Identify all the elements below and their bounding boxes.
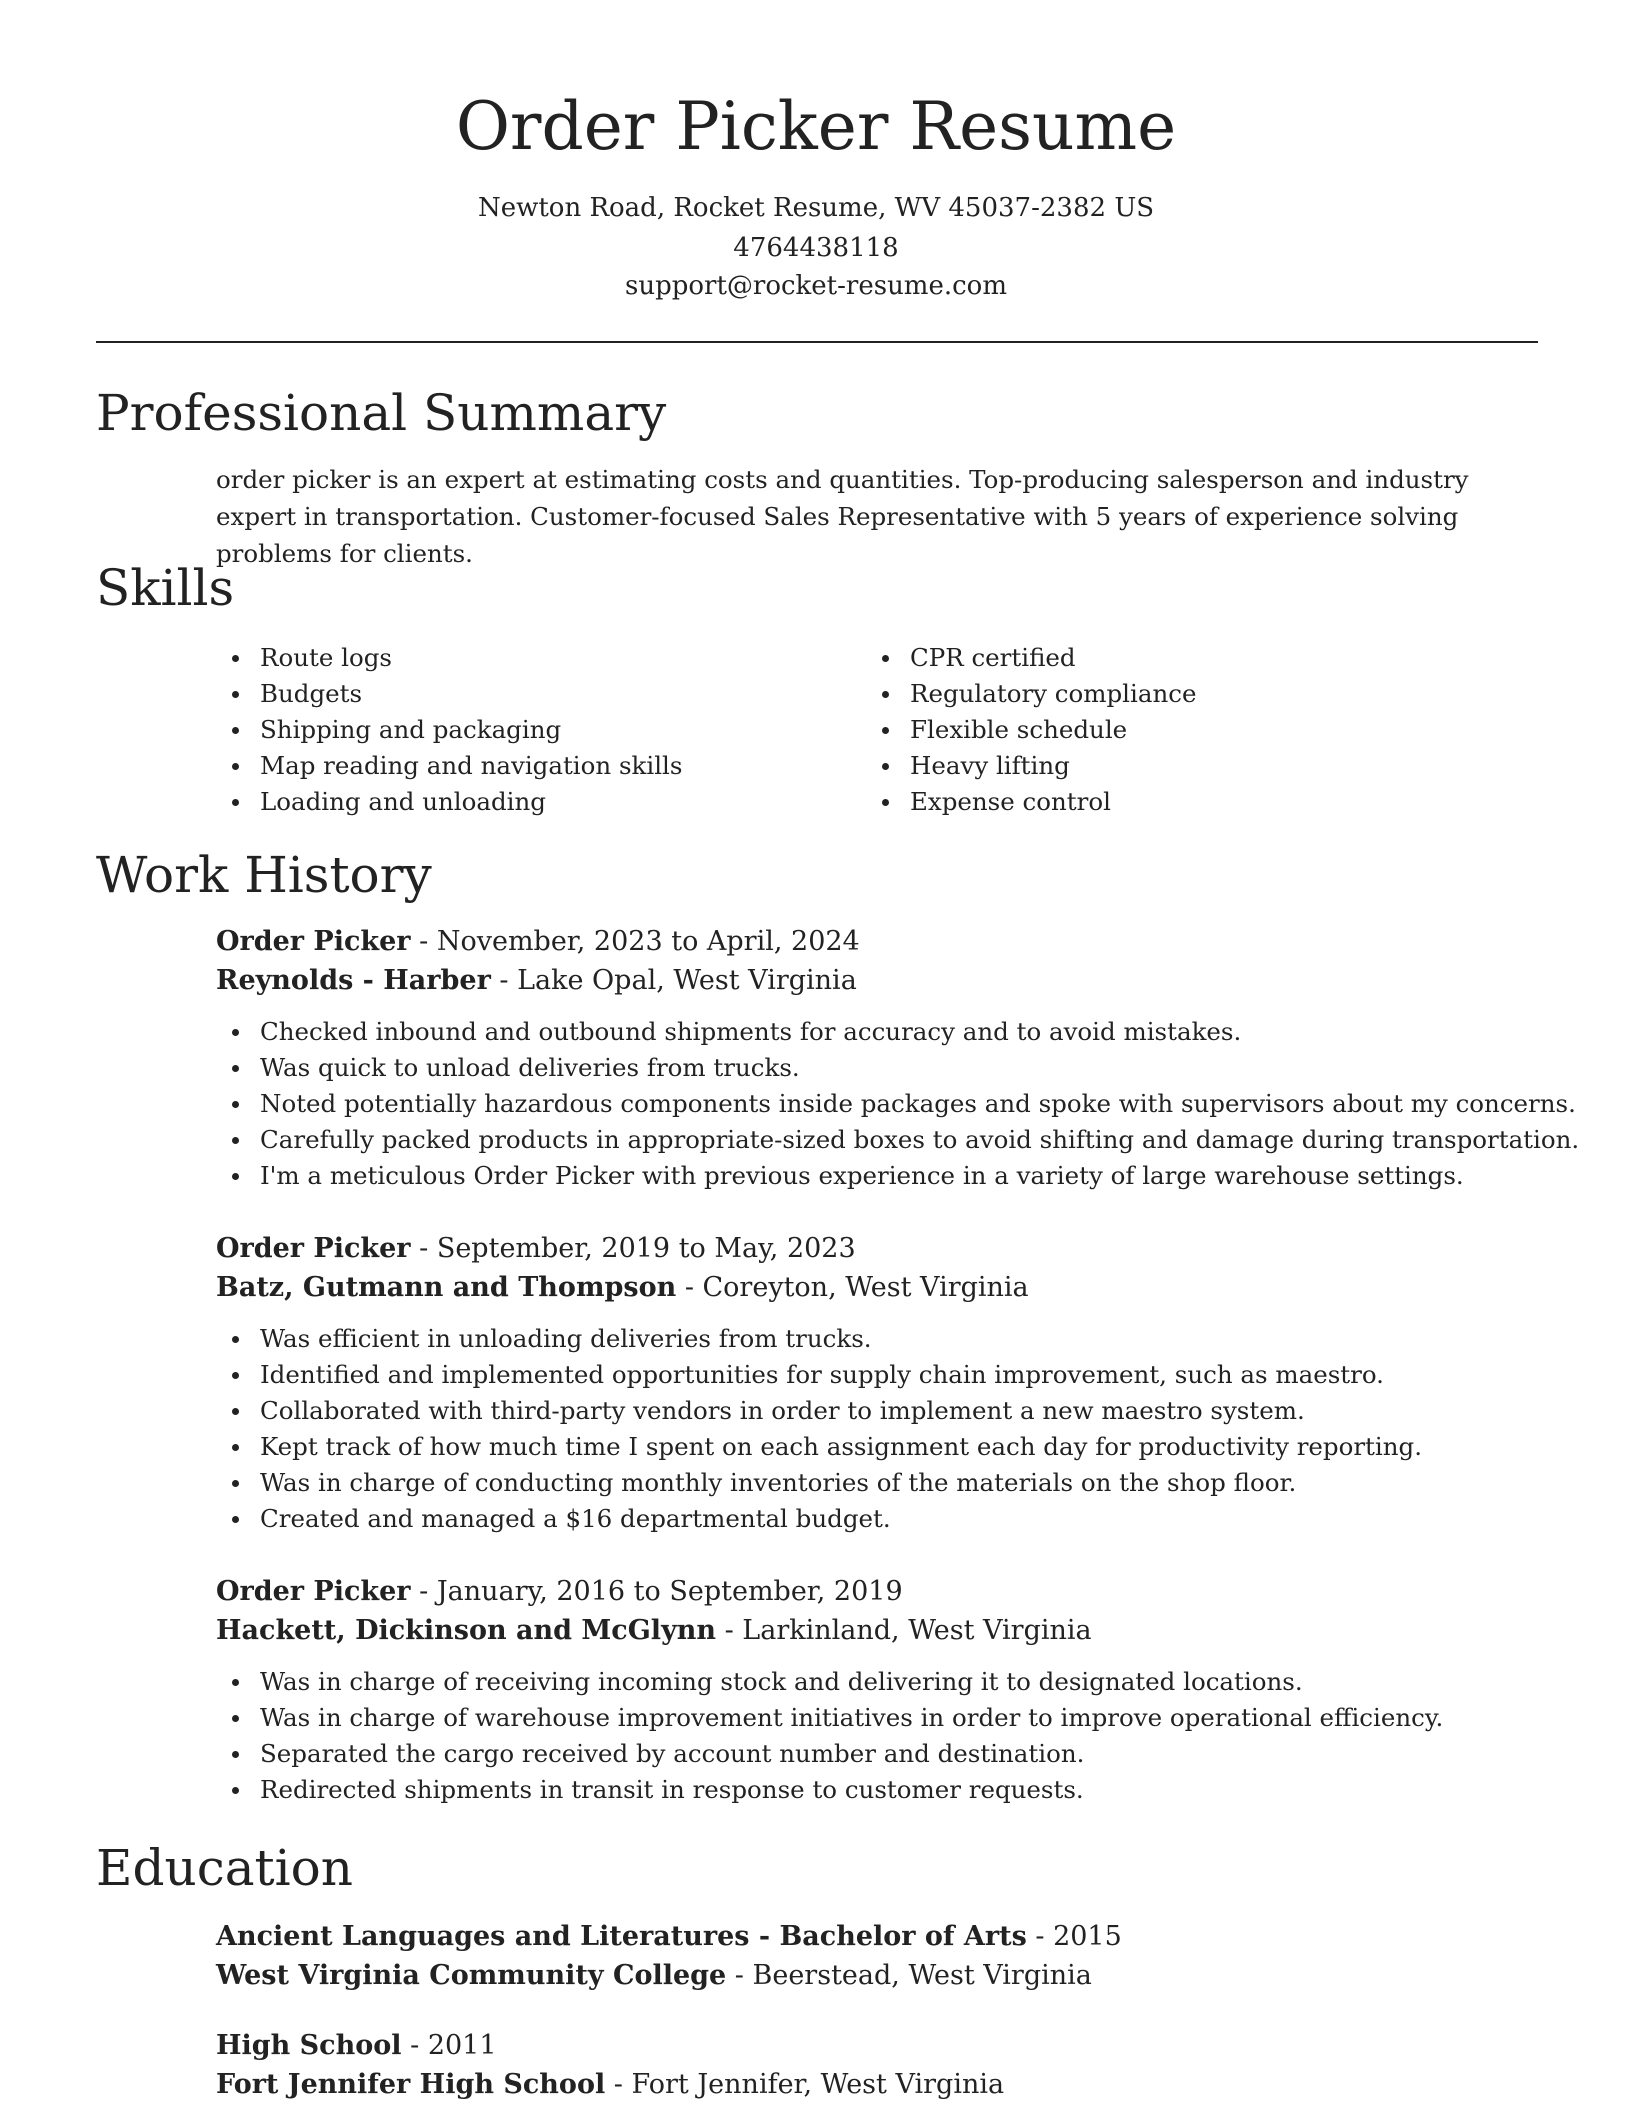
job-bullet: Checked inbound and outbound shipments for accuracy and to avoid mistakes. bbox=[216, 1014, 1546, 1050]
education-degree-line bbox=[216, 1917, 1546, 1956]
skills-heading: Skills bbox=[96, 559, 235, 617]
education-degree: High School bbox=[216, 2030, 402, 2061]
job-bullet: Was quick to unload deliveries from trucks. bbox=[216, 1050, 1546, 1086]
job-title-line bbox=[216, 1572, 1546, 1611]
job-title-line bbox=[216, 922, 1546, 961]
job-bullet: Redirected shipments in transit in response to customer requests. bbox=[216, 1772, 1546, 1808]
job-bullet: Identified and implemented opportunities for supply chain improvement, such as maestro. bbox=[216, 1357, 1546, 1393]
education-school-line bbox=[216, 1956, 1546, 1995]
job-company-line bbox=[216, 1268, 1546, 1307]
job-bullets bbox=[260, 1014, 1580, 1194]
skill-item: CPR certified bbox=[866, 640, 1196, 676]
education-school: West Virginia Community College bbox=[216, 1960, 727, 1991]
skill-item: Map reading and navigation skills bbox=[216, 748, 682, 784]
job-title-line bbox=[216, 1229, 1546, 1268]
skill-item: Budgets bbox=[216, 676, 682, 712]
contact-email: support@rocket-resume.com bbox=[624, 271, 1007, 301]
education-year: - 2015 bbox=[1026, 1921, 1122, 1952]
summary-text: order picker is an expert at estimating costs and quantities. Top-producing salesperson and industry expert in transportation. Customer-focused Sales Representative with 5 years of experience solving problems for clients. bbox=[216, 465, 1469, 568]
job-dates: - November, 2023 to April, 2024 bbox=[410, 926, 860, 957]
job-bullet: Kept track of how much time I spent on each assignment each day for productivity reporting. bbox=[216, 1429, 1546, 1465]
contact-phone: 4764438118 bbox=[733, 233, 899, 263]
skill-item: Expense control bbox=[866, 784, 1196, 820]
header-divider bbox=[96, 341, 1538, 343]
skills-list-left bbox=[216, 640, 682, 820]
education-entry bbox=[216, 1917, 1546, 1995]
education-heading: Education bbox=[96, 1839, 353, 1897]
job-bullet: Noted potentially hazardous components inside packages and spoke with supervisors about my concerns. bbox=[216, 1086, 1546, 1122]
job-company: Hackett, Dickinson and McGlynn bbox=[216, 1615, 717, 1646]
skill-item: Flexible schedule bbox=[866, 712, 1196, 748]
job-company-line bbox=[216, 961, 1546, 1000]
contact-address: Newton Road, Rocket Resume, WV 45037-2382 US bbox=[477, 193, 1155, 223]
job-location: - Larkinland, West Virginia bbox=[716, 1615, 1092, 1646]
education-location: - Beerstead, West Virginia bbox=[726, 1960, 1092, 1991]
job-role: Order Picker bbox=[216, 926, 411, 957]
work-history-heading: Work History bbox=[96, 846, 432, 904]
job-bullets bbox=[260, 1664, 1546, 1808]
skill-item: Route logs bbox=[216, 640, 682, 676]
education-entry bbox=[216, 2026, 1546, 2104]
resume-title: Order Picker Resume bbox=[455, 88, 1177, 165]
skill-item: Loading and unloading bbox=[216, 784, 682, 820]
job-company: Reynolds - Harber bbox=[216, 965, 491, 996]
skill-item: Heavy lifting bbox=[866, 748, 1196, 784]
summary-heading: Professional Summary bbox=[96, 384, 667, 442]
job-company: Batz, Gutmann and Thompson bbox=[216, 1272, 677, 1303]
job-location: - Coreyton, West Virginia bbox=[676, 1272, 1029, 1303]
job-bullet: Created and managed a $16 departmental budget. bbox=[216, 1501, 1546, 1537]
education-location: - Fort Jennifer, West Virginia bbox=[605, 2069, 1005, 2100]
education-degree: Ancient Languages and Literatures - Bachelor of Arts bbox=[216, 1921, 1027, 1952]
education-year: - 2011 bbox=[401, 2030, 497, 2061]
education-school-line bbox=[216, 2065, 1546, 2104]
skills-list-right bbox=[866, 640, 1196, 820]
education-degree-line bbox=[216, 2026, 1546, 2065]
skill-item: Shipping and packaging bbox=[216, 712, 682, 748]
job-bullet: Separated the cargo received by account number and destination. bbox=[216, 1736, 1546, 1772]
job-bullet: Was efficient in unloading deliveries from trucks. bbox=[216, 1321, 1546, 1357]
job-bullet: Was in charge of warehouse improvement initiatives in order to improve operational efficiency. bbox=[216, 1700, 1546, 1736]
job-entry bbox=[216, 1572, 1546, 1808]
job-bullet: Was in charge of receiving incoming stock and delivering it to designated locations. bbox=[216, 1664, 1546, 1700]
job-dates: - January, 2016 to September, 2019 bbox=[410, 1576, 903, 1607]
job-entry bbox=[216, 1229, 1546, 1537]
job-dates: - September, 2019 to May, 2023 bbox=[410, 1233, 856, 1264]
job-bullet: Was in charge of conducting monthly inventories of the materials on the shop floor. bbox=[216, 1465, 1546, 1501]
job-role: Order Picker bbox=[216, 1576, 411, 1607]
education-school: Fort Jennifer High School bbox=[216, 2069, 606, 2100]
job-location: - Lake Opal, West Virginia bbox=[490, 965, 857, 996]
skill-item: Regulatory compliance bbox=[866, 676, 1196, 712]
job-entry bbox=[216, 922, 1580, 1194]
job-bullet: Carefully packed products in appropriate-sized boxes to avoid shifting and damage during transportation. bbox=[216, 1122, 1546, 1158]
job-bullet: Collaborated with third-party vendors in order to implement a new maestro system. bbox=[216, 1393, 1546, 1429]
job-role: Order Picker bbox=[216, 1233, 411, 1264]
job-bullet: I'm a meticulous Order Picker with previous experience in a variety of large warehouse settings. bbox=[216, 1158, 1546, 1194]
job-bullets bbox=[260, 1321, 1546, 1537]
job-company-line bbox=[216, 1611, 1546, 1650]
